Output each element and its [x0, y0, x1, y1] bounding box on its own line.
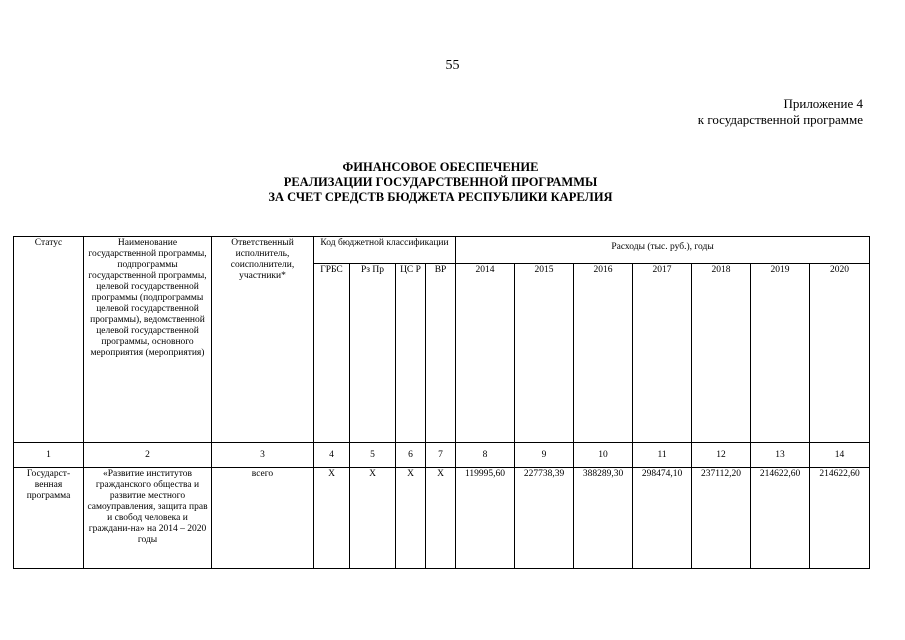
document-title: [0, 160, 881, 205]
header-status: Статус: [14, 237, 84, 443]
column-number: 9: [515, 443, 574, 468]
header-csr: ЦС Р: [396, 264, 426, 443]
column-number: 1: [14, 443, 84, 468]
column-number: 4: [314, 443, 350, 468]
column-number-row: [14, 443, 870, 468]
appendix-line-1: Приложение 4: [783, 96, 863, 111]
row-executor: всего: [212, 468, 314, 569]
header-rzpr: Рз Пр: [350, 264, 396, 443]
header-year: 2020: [810, 264, 870, 443]
header-year: 2015: [515, 264, 574, 443]
column-number: 7: [426, 443, 456, 468]
column-number: 11: [633, 443, 692, 468]
column-number: 2: [84, 443, 212, 468]
title-line-1: ФИНАНСОВОЕ ОБЕСПЕЧЕНИЕ: [342, 160, 539, 174]
table-header-row: [14, 237, 870, 264]
header-executor: Ответственный исполнитель, соисполнители, участники*: [212, 237, 314, 443]
column-number: 3: [212, 443, 314, 468]
row-value: 214622,60: [810, 468, 870, 569]
row-status: Государст-венная программа: [14, 468, 84, 569]
header-year: 2016: [574, 264, 633, 443]
column-number: 8: [456, 443, 515, 468]
header-grbs: ГРБС: [314, 264, 350, 443]
header-vr: ВР: [426, 264, 456, 443]
row-grbs: Х: [314, 468, 350, 569]
row-name: «Развитие институтов гражданского общества и развитие местного самоуправления, защита прав и свобод человека и граждани-на» на 2014 – 2020 годы: [84, 468, 212, 569]
row-value: 388289,30: [574, 468, 633, 569]
row-value: 237112,20: [692, 468, 751, 569]
row-csr: Х: [396, 468, 426, 569]
page-number: 55: [445, 58, 460, 73]
row-value: 298474,10: [633, 468, 692, 569]
appendix-note: [698, 96, 863, 128]
column-number: 10: [574, 443, 633, 468]
header-year: 2014: [456, 264, 515, 443]
column-number: 14: [810, 443, 870, 468]
header-year: 2018: [692, 264, 751, 443]
table-row: [14, 468, 870, 569]
header-budget-code: Код бюджетной классификации: [314, 237, 456, 264]
column-number: 6: [396, 443, 426, 468]
title-line-2: РЕАЛИЗАЦИИ ГОСУДАРСТВЕННОЙ ПРОГРАММЫ: [283, 175, 598, 189]
row-rzpr: Х: [350, 468, 396, 569]
header-name: Наименование государственной программы, подпрограммы государственной программы, целевой государственной программы (подпрограммы целевой государственной программы), ведомственной целевой государственной программы, основного мероприятия (мероприятия): [84, 237, 212, 443]
financing-table: [13, 236, 870, 569]
row-value: 119995,60: [456, 468, 515, 569]
column-number: 13: [751, 443, 810, 468]
header-year: 2017: [633, 264, 692, 443]
column-number: 5: [350, 443, 396, 468]
header-year: 2019: [751, 264, 810, 443]
row-value: 214622,60: [751, 468, 810, 569]
column-number: 12: [692, 443, 751, 468]
title-line-3: ЗА СЧЕТ СРЕДСТВ БЮДЖЕТА РЕСПУБЛИКИ КАРЕЛИЯ: [268, 190, 613, 204]
header-expenses: Расходы (тыс. руб.), годы: [456, 237, 870, 264]
appendix-line-2: к государственной программе: [697, 112, 863, 127]
row-vr: Х: [426, 468, 456, 569]
row-value: 227738,39: [515, 468, 574, 569]
